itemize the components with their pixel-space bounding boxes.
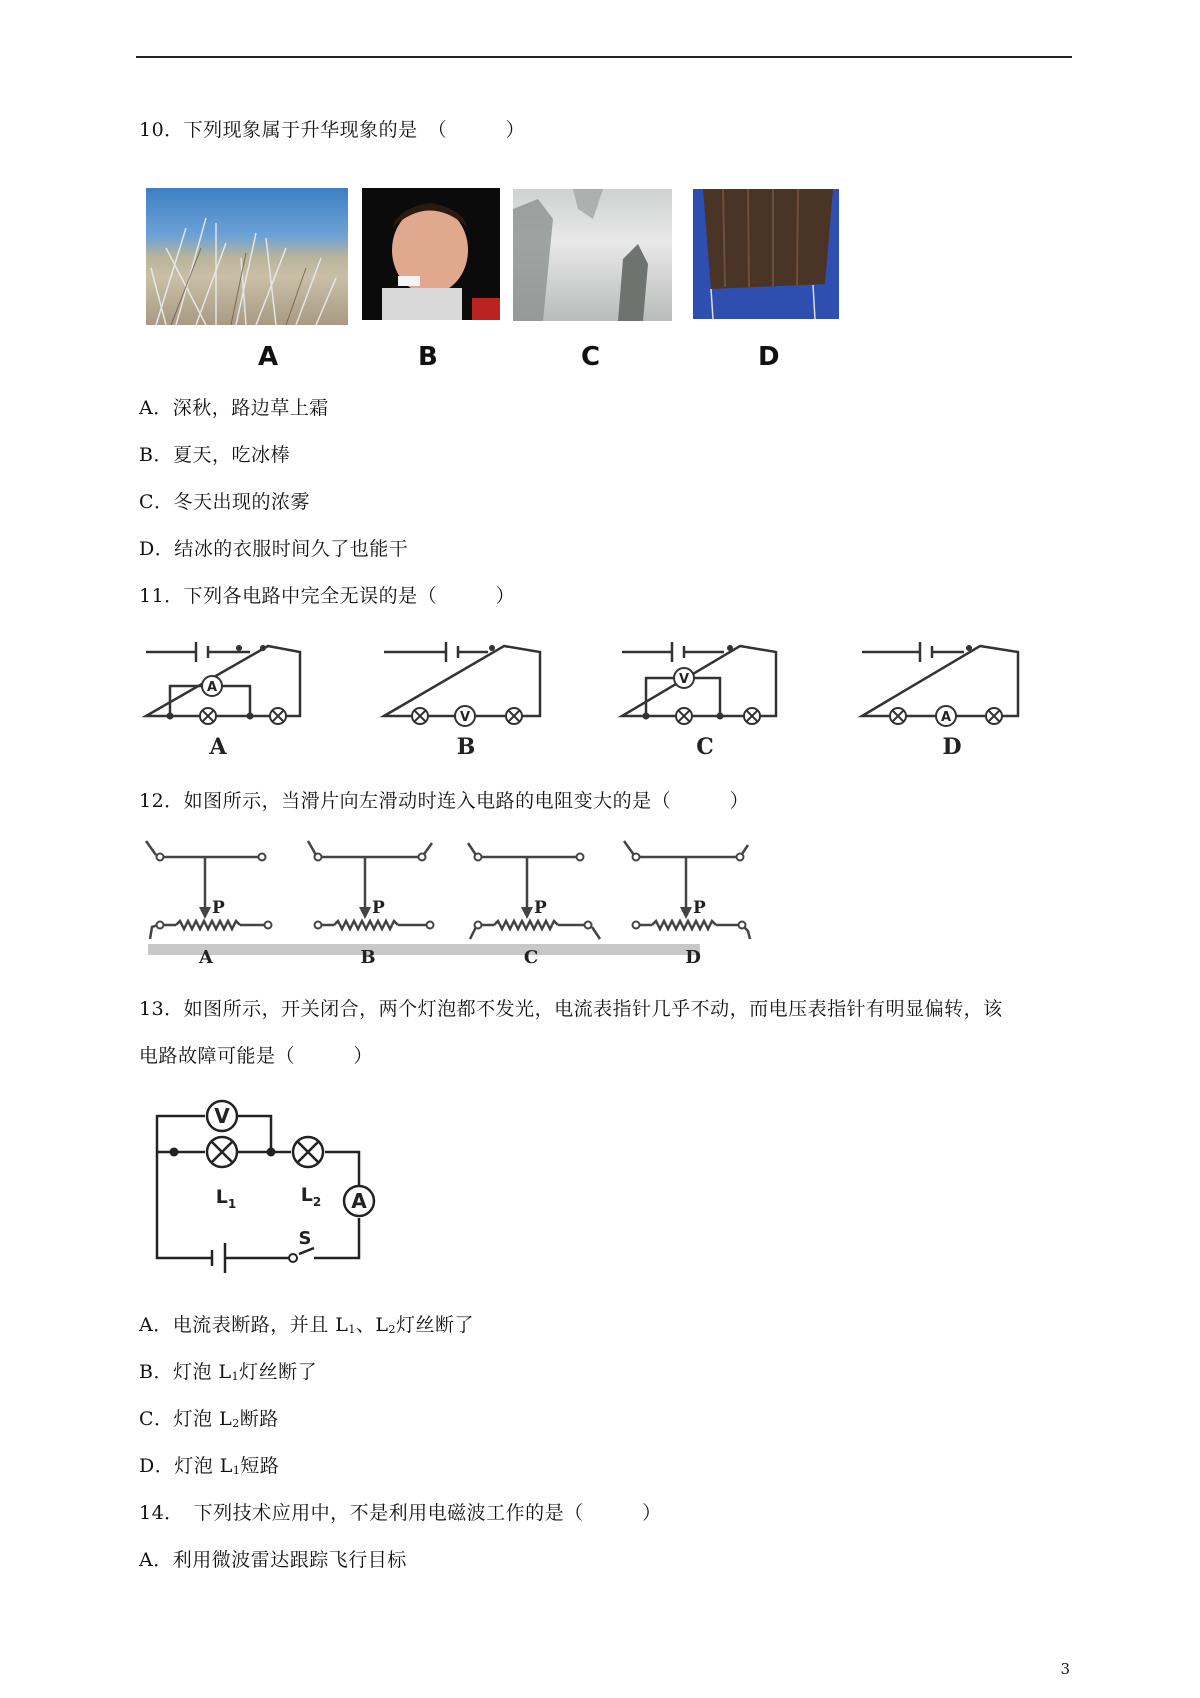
frost-grass-photo xyxy=(146,188,348,325)
q13-option-a: A．电流表断路，并且 $L_1$、$L_2$灯丝断了 xyxy=(139,1314,475,1336)
q14-option-a: A．利用微波雷达跟踪飞行目标 xyxy=(139,1549,407,1571)
lamp1-label: L xyxy=(215,1186,228,1208)
child-eating-photo xyxy=(362,188,500,320)
rheostat-b xyxy=(308,841,432,929)
circuit-d-ammeter-text: A xyxy=(940,710,952,725)
q12-label-b: B xyxy=(360,947,376,968)
grass-strokes xyxy=(146,188,348,325)
header-rule xyxy=(136,56,1072,58)
circuit-d xyxy=(862,642,1018,716)
q10-image-label-a: A xyxy=(258,342,279,372)
q10-image-label-b: B xyxy=(418,342,438,372)
cloth-shape xyxy=(693,189,839,319)
rheostat-d-pointer: P xyxy=(693,898,706,918)
rheostat-d xyxy=(624,841,750,939)
page-number: 3 xyxy=(1060,1660,1070,1678)
q12-label-c: C xyxy=(523,947,539,968)
q14-stem: 14． 下列技术应用中，不是利用电磁波工作的是（ ） xyxy=(139,1502,662,1524)
q12-label-a: A xyxy=(199,947,213,968)
q11-label-c: C xyxy=(696,734,714,760)
switch-label: S xyxy=(298,1228,312,1249)
rheostat-c-pointer: P xyxy=(534,898,547,918)
circuit-b xyxy=(384,642,540,716)
frozen-clothes-photo xyxy=(693,189,839,319)
q12-label-d: D xyxy=(685,947,701,968)
voltmeter-label: V xyxy=(214,1104,230,1128)
q13-option-b: B．灯泡 $L_1$灯丝断了 xyxy=(139,1361,318,1383)
q13-stem-line1: 13．如图所示，开关闭合，两个灯泡都不发光，电流表指针几乎不动，而电压表指针有明显偏转，该 xyxy=(139,998,1003,1020)
q13-option-d: D．灯泡 $L_1$短路 xyxy=(139,1455,280,1477)
q10-option-b: B．夏天，吃冰棒 xyxy=(139,444,290,466)
rheostat-b-pointer: P xyxy=(372,898,385,918)
q12-sliding-rheostats xyxy=(0,835,1200,968)
q13-option-c: C．灯泡 $L_2$断路 xyxy=(139,1408,279,1430)
shaded-strip xyxy=(148,944,700,955)
lamp2-subscript: 2 xyxy=(312,1195,322,1209)
q10-option-c: C．冬天出现的浓雾 xyxy=(139,491,311,513)
q10-option-a: A．深秋，路边草上霜 xyxy=(139,397,329,419)
lamp2-label: L xyxy=(300,1184,313,1206)
q10-image-label-c: C xyxy=(581,342,601,372)
q13-circuit-diagram xyxy=(0,1090,400,1290)
fog-mountain-photo xyxy=(513,189,672,321)
q11-label-a: A xyxy=(209,734,227,760)
circuit-c-voltmeter-text: V xyxy=(678,672,690,687)
q10-image-label-d: D xyxy=(758,342,780,372)
mountain-shapes xyxy=(513,189,672,321)
q13-stem-line2: 电路故障可能是（ ） xyxy=(139,1045,374,1067)
child-figure xyxy=(362,188,500,320)
lamp1-subscript: 1 xyxy=(227,1197,237,1211)
q11-circuits xyxy=(0,640,1200,760)
q10-option-d: D．结冰的衣服时间久了也能干 xyxy=(139,538,409,560)
svg-text:L2 xyxy=(301,1184,321,1209)
circuit-a-ammeter-text: A xyxy=(206,680,218,695)
svg-text:L1 xyxy=(216,1186,236,1211)
circuit-c xyxy=(622,642,776,716)
q11-label-b: B xyxy=(456,734,476,760)
q12-stem: 12．如图所示，当滑片向左滑动时连入电路的电阻变大的是（ ） xyxy=(139,790,750,812)
ammeter-label: A xyxy=(351,1189,367,1213)
q11-stem: 11．下列各电路中完全无误的是（ ） xyxy=(139,585,516,607)
circuit-a xyxy=(146,642,300,716)
q11-label-d: D xyxy=(942,734,962,760)
rheostat-a-pointer: P xyxy=(212,898,225,918)
q10-stem: 10．下列现象属于升华现象的是 （ ） xyxy=(139,119,526,141)
circuit-b-voltmeter-text: V xyxy=(459,710,471,725)
